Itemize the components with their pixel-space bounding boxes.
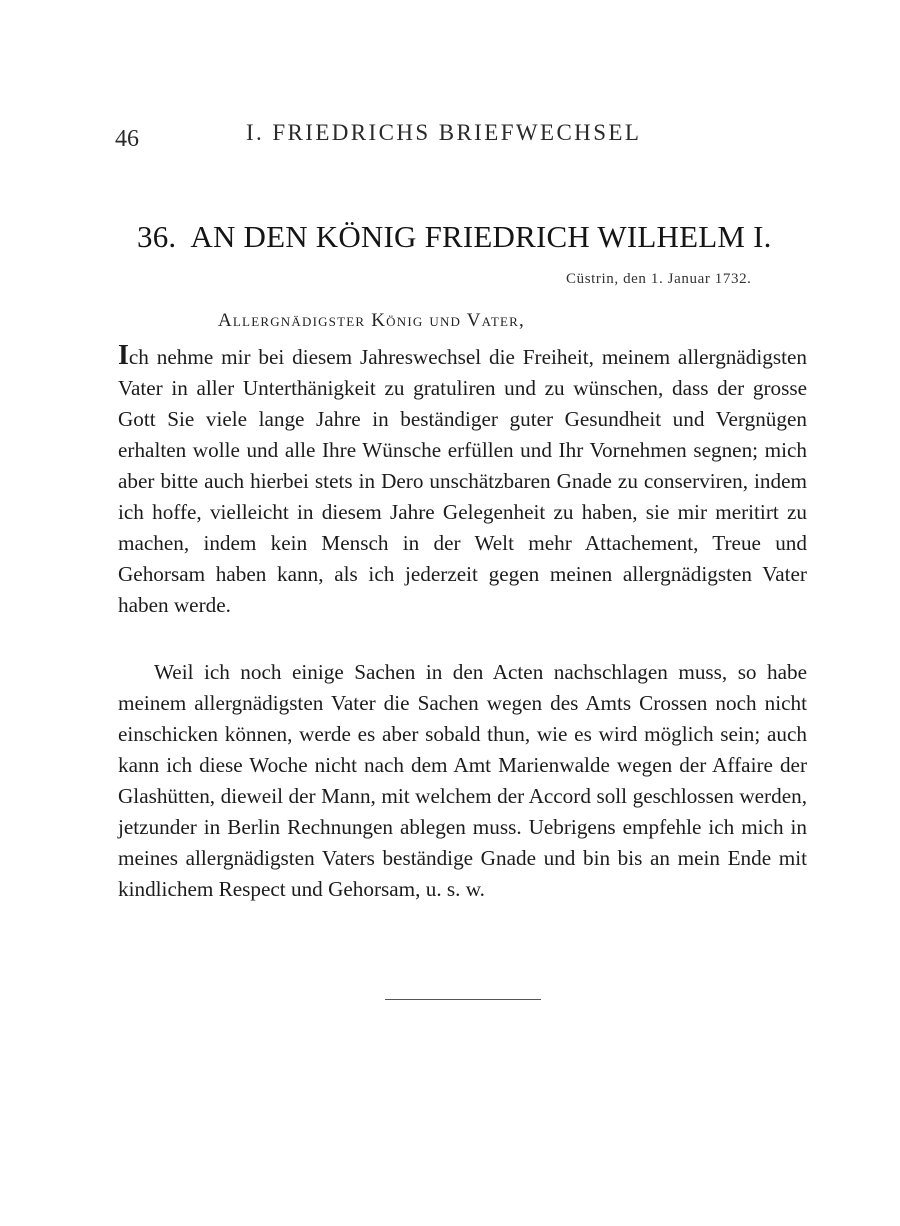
running-head: I. FRIEDRICHS BRIEFWECHSEL [246,120,642,145]
dateline: Cüstrin, den 1. Januar 1732. [566,271,752,287]
letter-heading [137,219,772,255]
initial-letter: I [118,340,129,371]
paragraph-1-text: ch nehme mir bei diesem Jahreswechsel die Freiheit, meinem allergnädigsten Vater in aller Unterthänigkeit zu gratuliren und zu wünschen, dass der grosse Gott Sie viele lange Jahre in beständiger guter Gesundheit und Vergnügen erhalten wolle und alle Ihre Wünsche erfüllen und Ihr Vornehmen segnen; mich aber bitte auch hierbei stets in Dero unschätzbaren Gnade zu conserviren, indem ich hoffe, vielleicht in diesem Jahre Gelegenheit zu haben, sie mir meritirt zu machen, indem kein Mensch in der Welt mehr Attachement, Treue und Gehorsam haben kann, als ich jederzeit gegen meinen allergnädigsten Vater haben werde. [118,345,807,617]
letter-paragraph-1 [118,342,807,621]
page-number: 46 [115,126,139,152]
letter-number: 36. [137,219,177,254]
closing-rule [385,999,541,1000]
letter-title: AN DEN KÖNIG FRIEDRICH WILHELM I. [190,219,772,254]
letter-paragraph-2: Weil ich noch einige Sachen in den Acten nachschlagen muss, so habe meinem allergnädigsten Vater die Sachen wegen des Amts Crossen noch nicht einschicken können, werde es aber sobald thun, wie es wird möglich sein; auch kann ich diese Woche nicht nach dem Amt Marienwalde wegen der Affaire der Glashütten, dieweil der Mann, mit welchem der Accord soll geschlossen werden, jetzunder in Berlin Rechnungen ablegen muss. Uebrigens empfehle ich mich in meines allergnädigsten Vaters beständige Gnade und bin bis an mein Ende mit kindlichem Respect und Gehorsam, u. s. w. [118,660,807,901]
salutation: Allergnädigster König und Vater, [218,310,525,331]
